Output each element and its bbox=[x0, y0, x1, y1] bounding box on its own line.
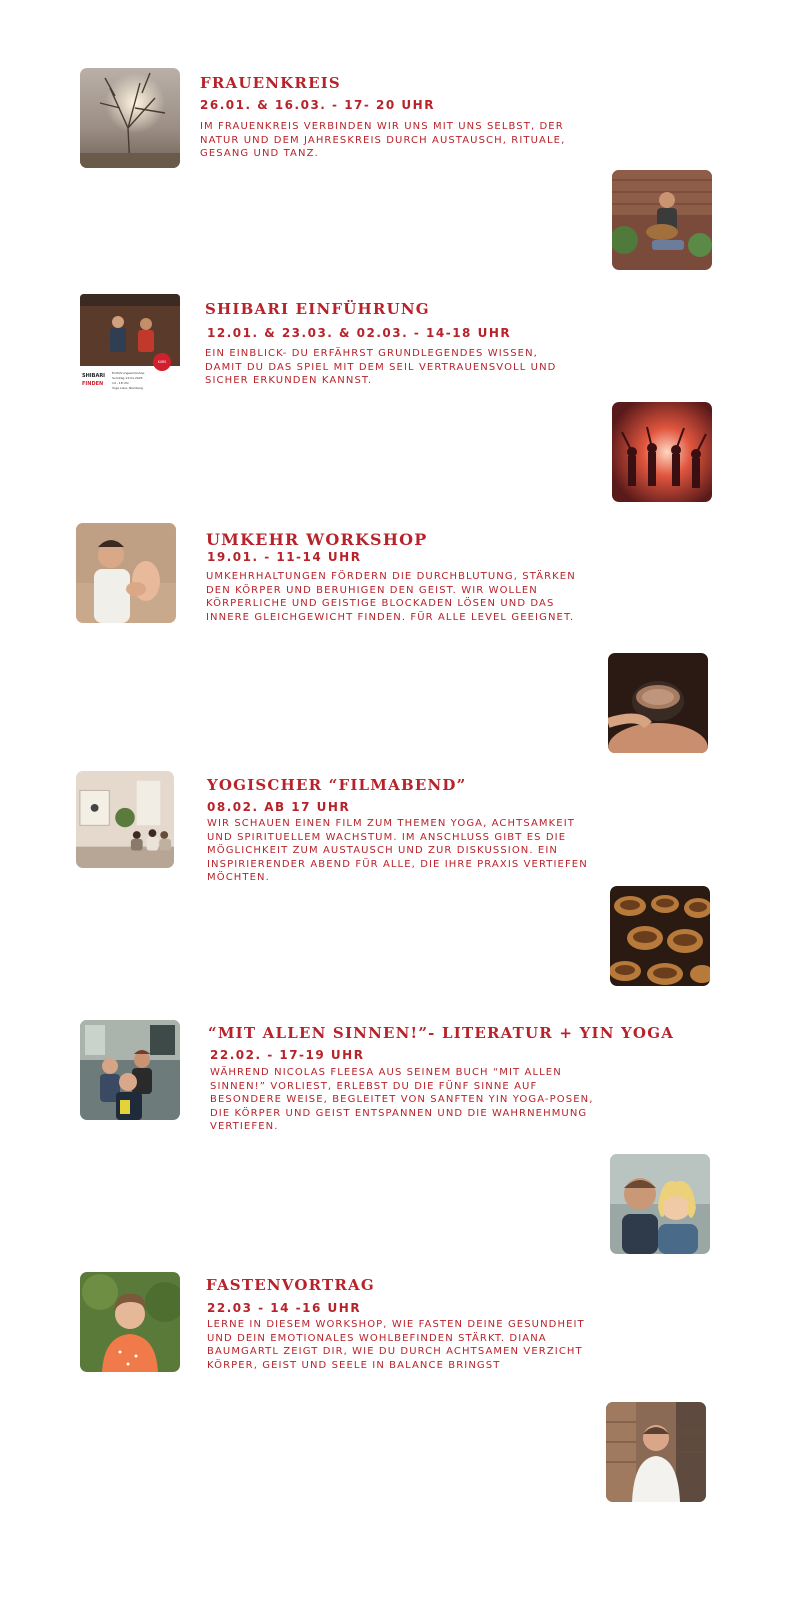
singing-bowls-photo bbox=[610, 886, 710, 986]
event-date: 19.01. - 11-14 UHR bbox=[207, 550, 362, 564]
event-title: YOGISCHER “FILMABEND” bbox=[207, 776, 467, 794]
book-reading-photo bbox=[80, 1020, 180, 1120]
event-description: IM FRAUENKREIS VERBINDEN WIR UNS MIT UNS SELBST, DER NATUR UND DEM JAHRESKREIS DURCH AUSTAUSCH, RITUALE, GESANG UND TANZ. bbox=[200, 121, 566, 160]
flyer-line-3: 14 - 18 Uhr bbox=[112, 381, 129, 385]
bare-tree-sunset-photo bbox=[80, 68, 180, 168]
event-description: EIN EINBLICK- DU ERFÄHRST GRUNDLEGENDES WISSEN, DAMIT DU DAS SPIEL MIT DEM SEIL VERTRAUENSVOLL UND SICHER ERKUNDEN KANNST. bbox=[205, 348, 557, 387]
event-description: WÄHREND NICOLAS FLEESA AUS SEINEM BUCH “MIT ALLEN SINNEN!” VORLIEST, ERLEBST DU DIE FÜNF SINNE AUF BESONDERE WEISE, BEGLEITET VON SANFTEN YIN YOGA-POSEN, DIE KÖRPER UND GEIST ENTSPANNEN UND DIE WAHRNEHMUNG VERTIEFEN. bbox=[210, 1067, 594, 1133]
woman-portrait-photo bbox=[80, 1272, 180, 1372]
event-description: LERNE IN DIESEM WORKSHOP, WIE FASTEN DEINE GESUNDHEIT UND DEIN EMOTIONALES WOHLBEFINDEN STÄRKT. DIANA BAUMGARTL ZEIGT DIR, WIE DU DURCH ACHTSAMEN VERZICHT KÖRPER, GEIST UND SEELE IN BALANCE BRINGST bbox=[207, 1319, 585, 1371]
event-date: 22.02. - 17-19 UHR bbox=[210, 1048, 365, 1062]
flyer-brand-top: SHIBARI bbox=[82, 373, 106, 379]
man-white-shirt-photo bbox=[606, 1402, 706, 1502]
event-date: 12.01. & 23.03. & 02.03. - 14-18 UHR bbox=[207, 326, 512, 340]
shibari-flyer-photo bbox=[80, 294, 180, 394]
movie-night-photo bbox=[76, 771, 174, 868]
flyer-brand-bottom: FINDEN bbox=[82, 381, 104, 387]
event-description: WIR SCHAUEN EINEN FILM ZUM THEMEN YOGA, ACHTSAMKEIT UND SPIRITUELLEM WACHSTUM. IM ANSCHLUSS GIBT ES DIE MÖGLICHKEIT ZUM AUSTAUSCH UND ZUR DISKUSSION. EIN INSPIRIERENDER ABEND FÜR ALLE, DIE IHRE PRAXIS VERTIEFEN MÖCHTEN. bbox=[207, 818, 588, 884]
dancing-crowd-photo bbox=[612, 402, 712, 502]
couple-portrait-photo bbox=[610, 1154, 710, 1254]
guitar-player-photo bbox=[612, 170, 712, 270]
event-date: 26.01. & 16.03. - 17- 20 UHR bbox=[200, 98, 435, 112]
event-title: FASTENVORTRAG bbox=[206, 1276, 375, 1294]
event-title: UMKEHR WORKSHOP bbox=[206, 530, 428, 549]
flyer-line-1: Einführungsworkshop bbox=[112, 371, 145, 375]
event-description: UMKEHRHALTUNGEN FÖRDERN DIE DURCHBLUTUNG, STÄRKEN DEN KÖRPER UND BERUHIGEN DEN GEIST. WIR WOLLEN KÖRPERLICHE UND GEISTIGE BLOCKADEN LÖSEN UND DAS INNERE GLEICHGEWICHT FINDEN. FÜR ALLE LEVEL GEEIGNET. bbox=[206, 571, 576, 623]
foot-massage-photo bbox=[76, 523, 176, 623]
event-title: FRAUENKREIS bbox=[200, 74, 341, 92]
flyer-line-2: Sonntag 12.01.2025 bbox=[112, 376, 143, 380]
event-title: SHIBARI EINFÜHRUNG bbox=[205, 300, 430, 318]
flyer-line-4: Yoga Loka, Nürnberg bbox=[112, 386, 143, 390]
event-date: 08.02. AB 17 UHR bbox=[207, 800, 351, 814]
event-title: “MIT ALLEN SINNEN!”- LITERATUR + YIN YOGA bbox=[208, 1024, 675, 1042]
event-date: 22.03 - 14 -16 UHR bbox=[207, 1301, 362, 1315]
cacao-cup-photo bbox=[608, 653, 708, 753]
flyer-badge: KURS bbox=[157, 360, 167, 364]
